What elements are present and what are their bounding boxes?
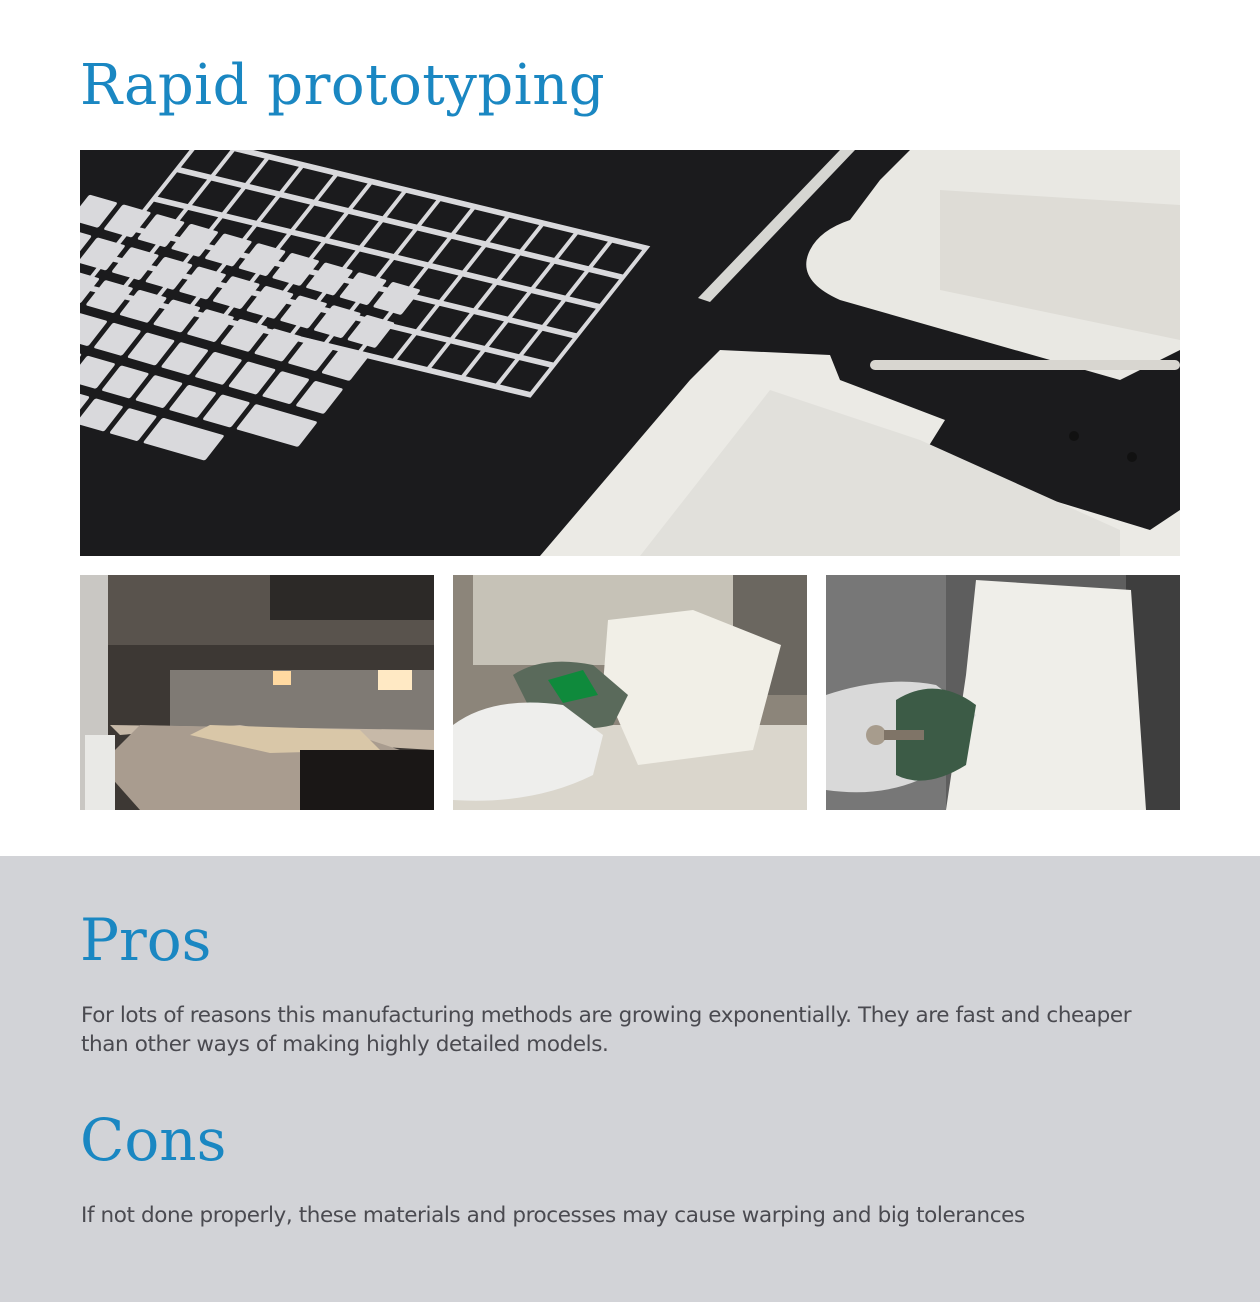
- cons-heading: Cons: [80, 1106, 227, 1174]
- keyboard-prototype-parts-photo: [80, 150, 1180, 556]
- pros-cons-panel: [0, 856, 1260, 1302]
- photo-illustration: [80, 575, 434, 810]
- photo-illustration: [80, 150, 1180, 556]
- photo-illustration: [826, 575, 1180, 810]
- photo-illustration: [453, 575, 807, 810]
- page-title: Rapid prototyping: [80, 53, 606, 118]
- pros-body: For lots of reasons this manufacturing methods are growing exponentially. They are fast and cheaper than other ways of making highly detailed models.: [81, 1003, 1132, 1057]
- gloved-hands-holding-part-photo: [826, 575, 1180, 810]
- printer-build-chamber-photo: [80, 575, 434, 810]
- cons-body: If not done properly, these materials and processes may cause warping and big tolerances: [81, 1203, 1025, 1228]
- pros-heading: Pros: [80, 906, 212, 974]
- gloved-hands-cleaning-part-photo: [453, 575, 807, 810]
